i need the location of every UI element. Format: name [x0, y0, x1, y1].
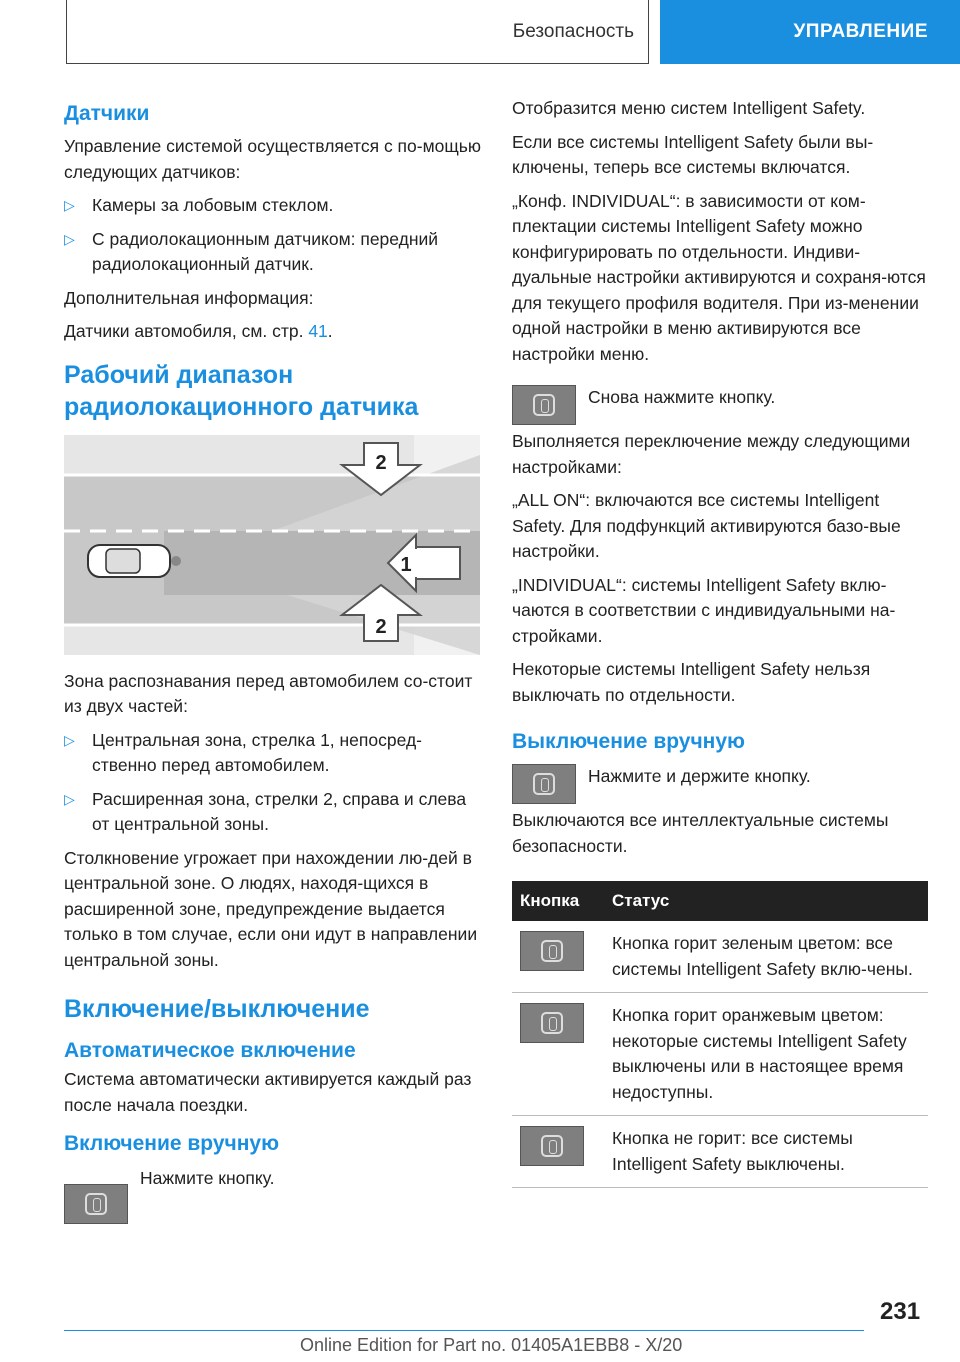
safety-button-icon: [512, 764, 576, 804]
press-again-text: Снова нажмите кнопку.: [588, 387, 776, 407]
list-item-text: Расширенная зона, стрелки 2, справа и слева от центральной зоны.: [92, 788, 467, 834]
individual-text: „Конф. INDIVIDUAL“: в зависимости от ком-плектации системы Intelligent Safety можно конфигурировать по отдельности. Индиви-дуальные настройки активируются и сохраня-ются для текущего профиля водителя. При из-менении одной настройки в меню активируются все настройки меню.: [512, 190, 926, 364]
safety-symbol-icon: [533, 394, 555, 416]
auto-text: Система автоматически активируется каждый раз после начала поездки.: [64, 1069, 472, 1115]
manual-on-step-text: Нажмите кнопку.: [140, 1168, 275, 1188]
reference-text: Датчики автомобиля, см. стр.: [64, 321, 309, 341]
table-row: [512, 993, 928, 1116]
header-chapter-label: УПРАВЛЕНИЕ: [793, 21, 928, 42]
safety-button-orange-icon: [520, 1003, 584, 1043]
list-item-text: Камеры за лобовым стеклом.: [92, 195, 334, 215]
safety-button-icon: [512, 385, 576, 425]
safety-button-icon: [64, 1184, 128, 1224]
arrow-label: 1: [400, 553, 412, 576]
triangle-bullet-icon: ▷: [64, 230, 75, 247]
menu-text: Отобразится меню систем Intelligent Safety.: [512, 98, 866, 118]
table-header: [512, 881, 928, 921]
off-result: Выключаются все интеллектуальные системы безопасности.: [512, 810, 889, 856]
footer-divider: [64, 1330, 864, 1331]
safety-symbol-icon: [541, 1012, 563, 1034]
status-table: [512, 881, 928, 1188]
auto-title: Автоматическое включение: [64, 1039, 356, 1062]
header-chapter: [660, 0, 960, 64]
hold-text: Нажмите и держите кнопку.: [588, 766, 811, 786]
range-title: Рабочий диапазон радиолокационного датчика: [64, 360, 419, 421]
sensors-title: Датчики: [64, 102, 150, 125]
switch-text: Выполняется переключение между следующими настройками:: [512, 431, 911, 477]
list-item: [64, 787, 484, 838]
safety-symbol-icon: [85, 1193, 107, 1215]
safety-symbol-icon: [533, 773, 555, 795]
manual-off-title: Выключение вручную: [512, 730, 745, 753]
arrow-label: 2: [375, 615, 387, 638]
car-icon: [88, 545, 181, 577]
status-cell: Кнопка не горит: все системы Intelligent Safety выключены.: [604, 1116, 928, 1188]
page-link[interactable]: 41: [308, 321, 328, 341]
list-item: [64, 728, 484, 779]
individual2-text: „INDIVIDUAL“: системы Intelligent Safety вклю-чаются в соответствии с индивидуальными на-стройками.: [512, 574, 896, 646]
footer-edition: Online Edition for Part no. 01405A1EBB8 - X/20: [300, 1335, 683, 1355]
onoff-title: Включение/выключение: [64, 995, 370, 1023]
left-column: [64, 96, 484, 1228]
triangle-bullet-icon: ▷: [64, 731, 75, 748]
press-again-step: [512, 385, 932, 425]
more-info: Дополнительная информация:: [64, 287, 314, 308]
arrow-label: 2: [375, 451, 387, 474]
list-item-text: С радиолокационным датчиком: передний радиолокационный датчик.: [92, 228, 439, 274]
list-item-text: Центральная зона, стрелка 1, непосред-ственно перед автомобилем.: [92, 729, 422, 775]
zone-intro: Зона распознавания перед автомобилем со-стоит из двух частей:: [64, 670, 473, 716]
triangle-bullet-icon: ▷: [64, 197, 75, 213]
triangle-bullet-icon: ▷: [64, 790, 75, 807]
safety-symbol-icon: [541, 940, 563, 962]
reference-end: .: [327, 321, 333, 341]
all-off-text: Если все системы Intelligent Safety были вы-ключены, теперь все системы включатся.: [512, 131, 874, 177]
manual-on-title: Включение вручную: [64, 1132, 280, 1155]
list-item: [64, 227, 484, 278]
all-on-text: „ALL ON“: включаются все системы Intelligent Safety. Для подфункций активируются базо-вые настройки.: [512, 490, 901, 561]
header-section: [66, 0, 649, 64]
collision-text: Столкновение угрожает при нахождении лю-дей в центральной зоне. О людях, находя-щихся в расширенной зоне, предупреждение выдается только в том случае, если они идут в направлении центральной зоны.: [64, 847, 478, 970]
some-text: Некоторые системы Intelligent Safety нельзя выключать по отдельности.: [512, 659, 871, 705]
header-status: Статус: [604, 881, 928, 921]
table-row: [512, 1116, 928, 1188]
right-column: [512, 96, 932, 1188]
radar-range-figure: [64, 435, 480, 655]
status-cell: Кнопка горит оранжевым цветом: некоторые системы Intelligent Safety выключены или в настоящее время недоступны.: [604, 993, 928, 1116]
list-item: [64, 193, 484, 219]
sensors-intro: Управление системой осуществляется с по-мощью следующих датчиков:: [64, 136, 482, 182]
manual-on-step: [64, 1166, 484, 1224]
page-number: 231: [880, 1298, 921, 1325]
safety-button-off-icon: [520, 1126, 584, 1166]
header-section-label: Безопасность: [512, 20, 634, 42]
reference: [64, 319, 484, 345]
header-button: Кнопка: [512, 881, 604, 921]
table-row: [512, 921, 928, 993]
status-cell: Кнопка горит зеленым цветом: все системы Intelligent Safety вклю-чены.: [604, 921, 928, 993]
safety-symbol-icon: [541, 1135, 563, 1157]
safety-button-green-icon: [520, 931, 584, 971]
hold-step: [512, 764, 932, 804]
